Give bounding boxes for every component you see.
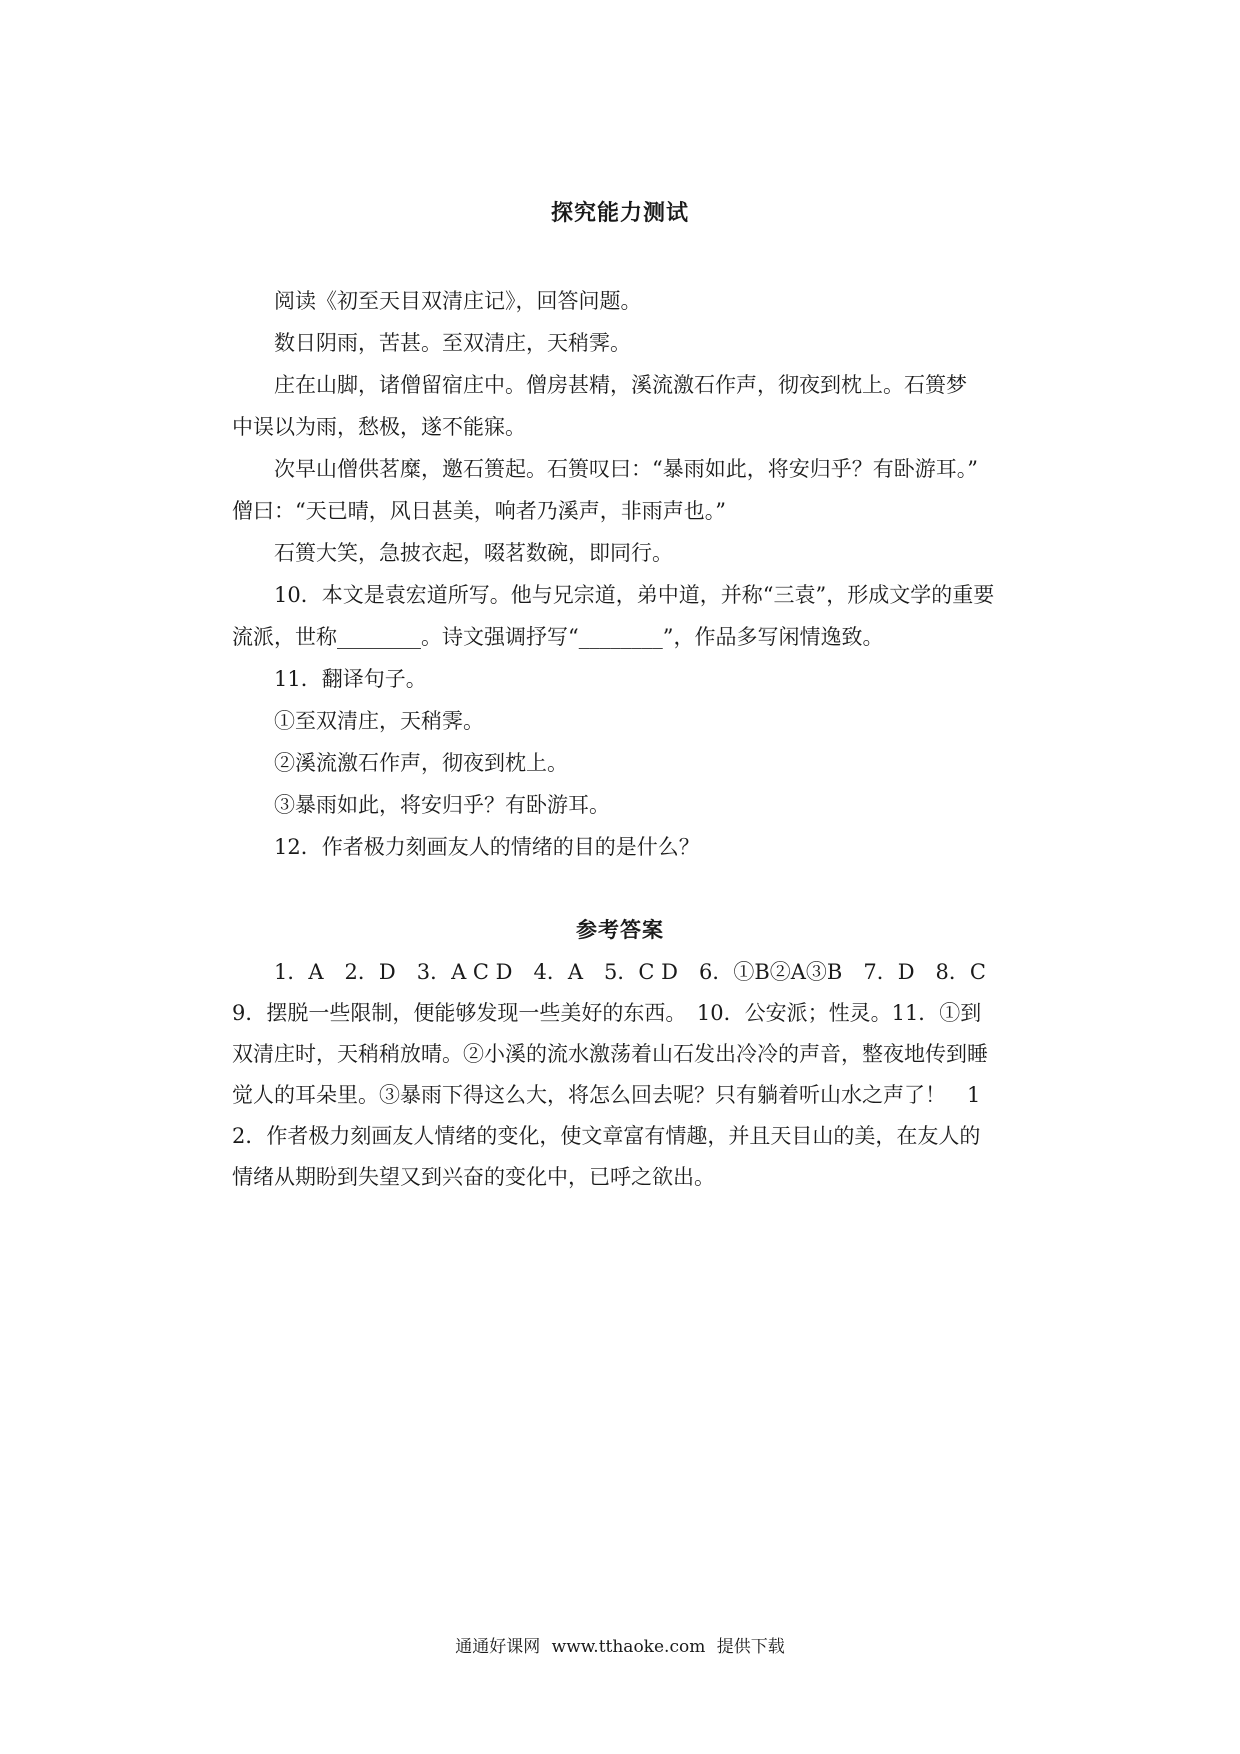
question-10-cont: 流派，世称________。诗文强调抒写“________”，作品多写闲情逸致。: [232, 625, 884, 649]
question-11-item-2: ②溪流激石作声，彻夜到枕上。: [274, 751, 568, 775]
reading-instruction: 阅读《初至天目双清庄记》，回答问题。: [274, 289, 642, 313]
passage-paragraph-1: 数日阴雨，苦甚。至双清庄，天稍霁。: [274, 331, 631, 355]
question-11-item-3: ③暴雨如此，将安归乎？有卧游耳。: [274, 793, 610, 817]
passage-paragraph-3-cont: 僧曰：“天已晴，风日甚美，响者乃溪声，非雨声也。”: [232, 499, 726, 523]
question-10: 10．本文是袁宏道所写。他与兄宗道，弟中道，并称“三袁”，形成文学的重要: [274, 583, 995, 607]
answers-line-6: 情绪从期盼到失望又到兴奋的变化中，已呼之欲出。: [232, 1165, 715, 1189]
footer-site-name: 通通好课网: [455, 1637, 541, 1657]
question-body: [232, 280, 1014, 868]
answers-line-4: 觉人的耳朵里。③暴雨下得这么大，将怎么回去呢？只有躺着听山水之声了！ 1: [232, 1083, 981, 1107]
answers-line-5: 2．作者极力刻画友人情绪的变化，使文章富有情趣，并且天目山的美，在友人的: [232, 1124, 981, 1148]
answers-line-3: 双清庄时，天稍稍放晴。②小溪的流水激荡着山石发出冷冷的声音，整夜地传到睡: [232, 1042, 988, 1066]
answers-line-2: 9．摆脱一些限制，便能够发现一些美好的东西。 10．公安派；性灵。11．①到: [232, 1001, 982, 1025]
footer-suffix: 提供下载: [716, 1637, 785, 1657]
question-11: 11．翻译句子。: [274, 667, 427, 691]
passage-paragraph-2-cont: 中误以为雨，愁极，遂不能寐。: [232, 415, 526, 439]
passage-paragraph-2: [232, 364, 1014, 406]
page-title: 探究能力测试: [550, 201, 689, 226]
answers-heading: 参考答案: [576, 918, 664, 942]
question-12: 12．作者极力刻画友人的情绪的目的是什么？: [274, 835, 700, 859]
passage-paragraph-4: 石篑大笑，急披衣起，啜茗数碗，即同行。: [274, 541, 673, 565]
footer-url[interactable]: www.tthaoke.com: [551, 1637, 706, 1657]
passage-paragraph-3: 次早山僧供茗糜，邀石篑起。石篑叹曰：“暴雨如此，将安归乎？有卧游耳。”: [274, 457, 978, 481]
answers-block: [232, 952, 1014, 1198]
answers-line-1: 1．A 2．D 3．A C D 4．A 5．C D 6．①B②A③B 7．D 8．C: [274, 960, 986, 984]
question-11-item-1: ①至双清庄，天稍霁。: [274, 709, 484, 733]
passage-paragraph-2-line-1: 庄在山脚，诸僧留宿庄中。僧房甚精，溪流激石作声，彻夜到枕上。石篑梦: [274, 373, 967, 397]
page-footer: [0, 1632, 1240, 1657]
